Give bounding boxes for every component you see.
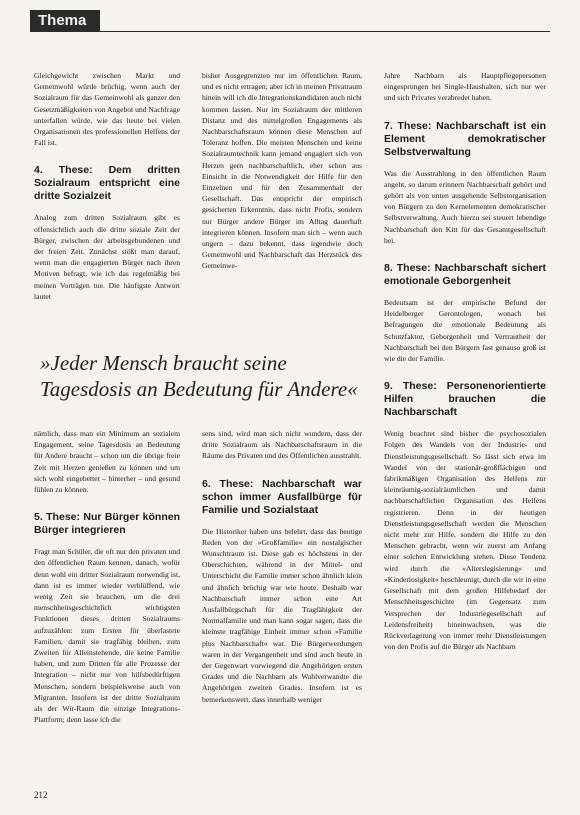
heading-thesis-6: 6. These: Nachbarschaft war schon immer Ausfallbürge für Familie und Sozialstaat	[202, 477, 362, 516]
paragraph: sens sind, wird man sich nicht wundern, dass der dritte Sozialraum als Nachbarschaftsraum in die Räume des Privaten und des Öffentlichen ausstrahlt.	[202, 429, 362, 461]
heading-thesis-7: 7. These: Nachbarschaft ist ein Element demokratischer Selbstverwaltung	[384, 119, 546, 158]
paragraph: Jahre Nachbarn als Hauptpflegepersonen eingesprungen bei Single-Haushalten, sich nur wer und sich Privates verabredet haben.	[384, 71, 546, 103]
section-label: Thema	[30, 10, 100, 32]
column-right	[384, 70, 546, 810]
paragraph: Analog zum dritten Sozialraum gibt es offensichtlich auch die dritte soziale Zeit der Bürger, zwischen der arbeitsgebundenen und der freien Zeit. Zunächst stößt man darauf, wenn man die engagierten Bürger nach ihren Motiven befragt, wie ich das regelmäßig bei meinen Vorträgen tue. Die häufigste Antwort lautet	[34, 213, 180, 301]
paragraph: Fragt man Schüler, die oft nur den privaten und den öffentlichen Raum kennen, danach, wofür denn wohl ein dritter Sozialraum notwendig ist, dann ist es immer wieder verblüffend, wie wenig Zeit sie brauchen, um die drei menschheitsgeschichtlich wichtigsten Funktionen dieses dritten Sozialraums aufzuzählen: zum Ersten für überlastete Familien, damit sie tragfähig bleiben, zum Zweiten für Alleinstehende, die keine Familie haben, und zum Dritten für alle Prozesse der Integration – nicht nur von hilfsbedürftigen Menschen, sondern beispielsweise auch von Migranten. Insofern ist der dritte Sozialraum als der Wir-Raum die einzige Integrations-Plattform; denn lasse ich die	[34, 547, 180, 725]
heading-thesis-5: 5. These: Nur Bürger können Bürger integrieren	[34, 511, 180, 537]
paragraph: bisher Ausgegrenzten nur im öffentlichen Raum, und es nicht ertragen; aber ich in meinen Privatraum hinein will ich die Integrationskandidaten auch nicht kommen lassen. Nur im Sozialraum der mittleren Distanz und des mittelgroßen Engagements als Nachbarschaftsraum können diese Menschen auf Toleranz hoffen. Die meisten Menschen und keine Sozialraumtechnik kann jemand engagiert sich von Herzen gern nachbarschaftlich, eher schon aus Einsicht in die Notwendigkeit der Hilfe für den Einzelnen und für den Zusammenhalt der Gesellschaft. Das entspricht der empirisch gesicherten Erkenntnis, dass nicht Profis, sondern nur Bürger andere Bürger im Alltag dauerhaft integrieren können. Insofern man sich – wenn auch ungern – dazu bekennt, dass irgendwie doch Gemeinwohl und Nachbarschaft das Herzstück des Gemeinwe-	[202, 71, 362, 271]
column-left-top	[34, 70, 180, 335]
paragraph: Was die Ausstrahlung in den öffentlichen Raum angeht, so darum erinnern Nachbarschaft gehört und gehört als von unten ausgehende Selbstorganisation von Bürgern zu den Kernelementen demokratischer Selbstverwaltung. Auch hierzu sei steuert lebendige Nachbarschaft den Kitt für das Gesamtgesellschaft bei.	[384, 168, 546, 245]
heading-thesis-4: 4. These: Dem dritten Sozialraum entspricht eine dritte Sozialzeit	[34, 164, 180, 203]
paragraph: nämlich, dass man ein Minimum an sozialem Engagement, seine Tagesdosis an Bedeutung für Andere braucht – schon um die übrige freie Zeit mit Herzen genießen zu können und um sich wohl eingebettet – hinterher – und gesund fühlen zu können.	[34, 429, 180, 495]
column-middle-top	[202, 70, 362, 335]
heading-thesis-9: 9. These: Personenorientierte Hilfen brauchen die Nachbarschaft	[384, 380, 546, 419]
heading-thesis-8: 8. These: Nachbarschaft sichert emotionale Geborgenheit	[384, 262, 546, 288]
paragraph: Die Historiker haben uns belehrt, dass das heutige Reden von der »Großfamilie« ein nostalgischer Wunschtraum ist. Diese gab es höchstens in der Oberschichten, während in der Mittel- und Unterschicht die Familie immer schon ähnlich klein und ähnlich brüchig war wie heute. Deshalb war Nachbarschaft immer schon eine Art Ausfallbürgschaft für die Tragfähigkeit der Normalfamilie und man kann sogar sagen, dass die kleinste tragfähige Einheit immer schon »Familie plus Nachbarschaft« war. Die Bürgerwerdungen waren in der Vergangenheit und sind auch heute in der Gegenwart vorwiegend die Angehörigen ersten Grades und die Nachbarn als Wahlverwandte die Angehörigen zweiten Grades. Insofern ist es bemerkenswert, dass innerhalb weniger	[202, 526, 362, 704]
paragraph: Bedeutsam ist der empirische Befund der Heidelberger Gerontologen, wonach bei Befragungen die emotionale Bedeutung als Schutzfaktor, Geborgenheit und Vertrautheit der Nachbarschaft bei den Bürgern fast genauso groß ist wie die der Familie.	[384, 298, 546, 364]
pull-quote: »Jeder Mensch braucht seine Tagesdosis an Bedeutung für Andere«	[40, 351, 358, 401]
column-middle-bottom	[202, 428, 362, 810]
column-left-bottom	[34, 428, 180, 770]
header-rule	[100, 31, 550, 32]
paragraph: Wenig beachtet sind bisher die psychosozialen Folgen des Wandels von der Industrie- und Dienstleistungsgesellschaft. So lässt sich etwa im Wandel von der stationär-großflächigen und fabrikmäßigen Organisation des Helfens zur kleinräumig-sozialräumlichen und damit nachbarschaftlichen Organisation des Helfens registrieren. Denn in der heutigen Dienstleistungsgesellschaft werden die Menschen nicht mehr zur Hilfe, sondern die Hilfe zu den Menschen gebracht, wenn wir zuerst am Anfang einer solchen Entwicklung stehen. Diese Tendenz wird durch die »Alterslegisierung« und »Kinderlosigkeit« beschleunigt, durch die wir in eine Gesellschaft mit dem großen Hilfebedarf der Menschheitsgeschichte (im Gegensatz zum Versprechen der Industriegesellschaft auf Leidensfreiheit) hineinwachsen, was die Rückverlagerung von immer mehr Dienstleistungen von den Profis auf die Bürger als Nachbarn	[384, 429, 546, 652]
paragraph: Gleichgewicht zwischen Markt und Gemeinwohl würde brüchig, wenn auch der Sozialraum für das Gemeinwohl als ganzer den Gesetzmäßigkeiten von Angebot und Nachfrage unterfallen würde, wie das heute bei vielen Organisationen des professionellen Helfens der Fall ist.	[34, 71, 180, 148]
page-number: 212	[34, 790, 48, 800]
